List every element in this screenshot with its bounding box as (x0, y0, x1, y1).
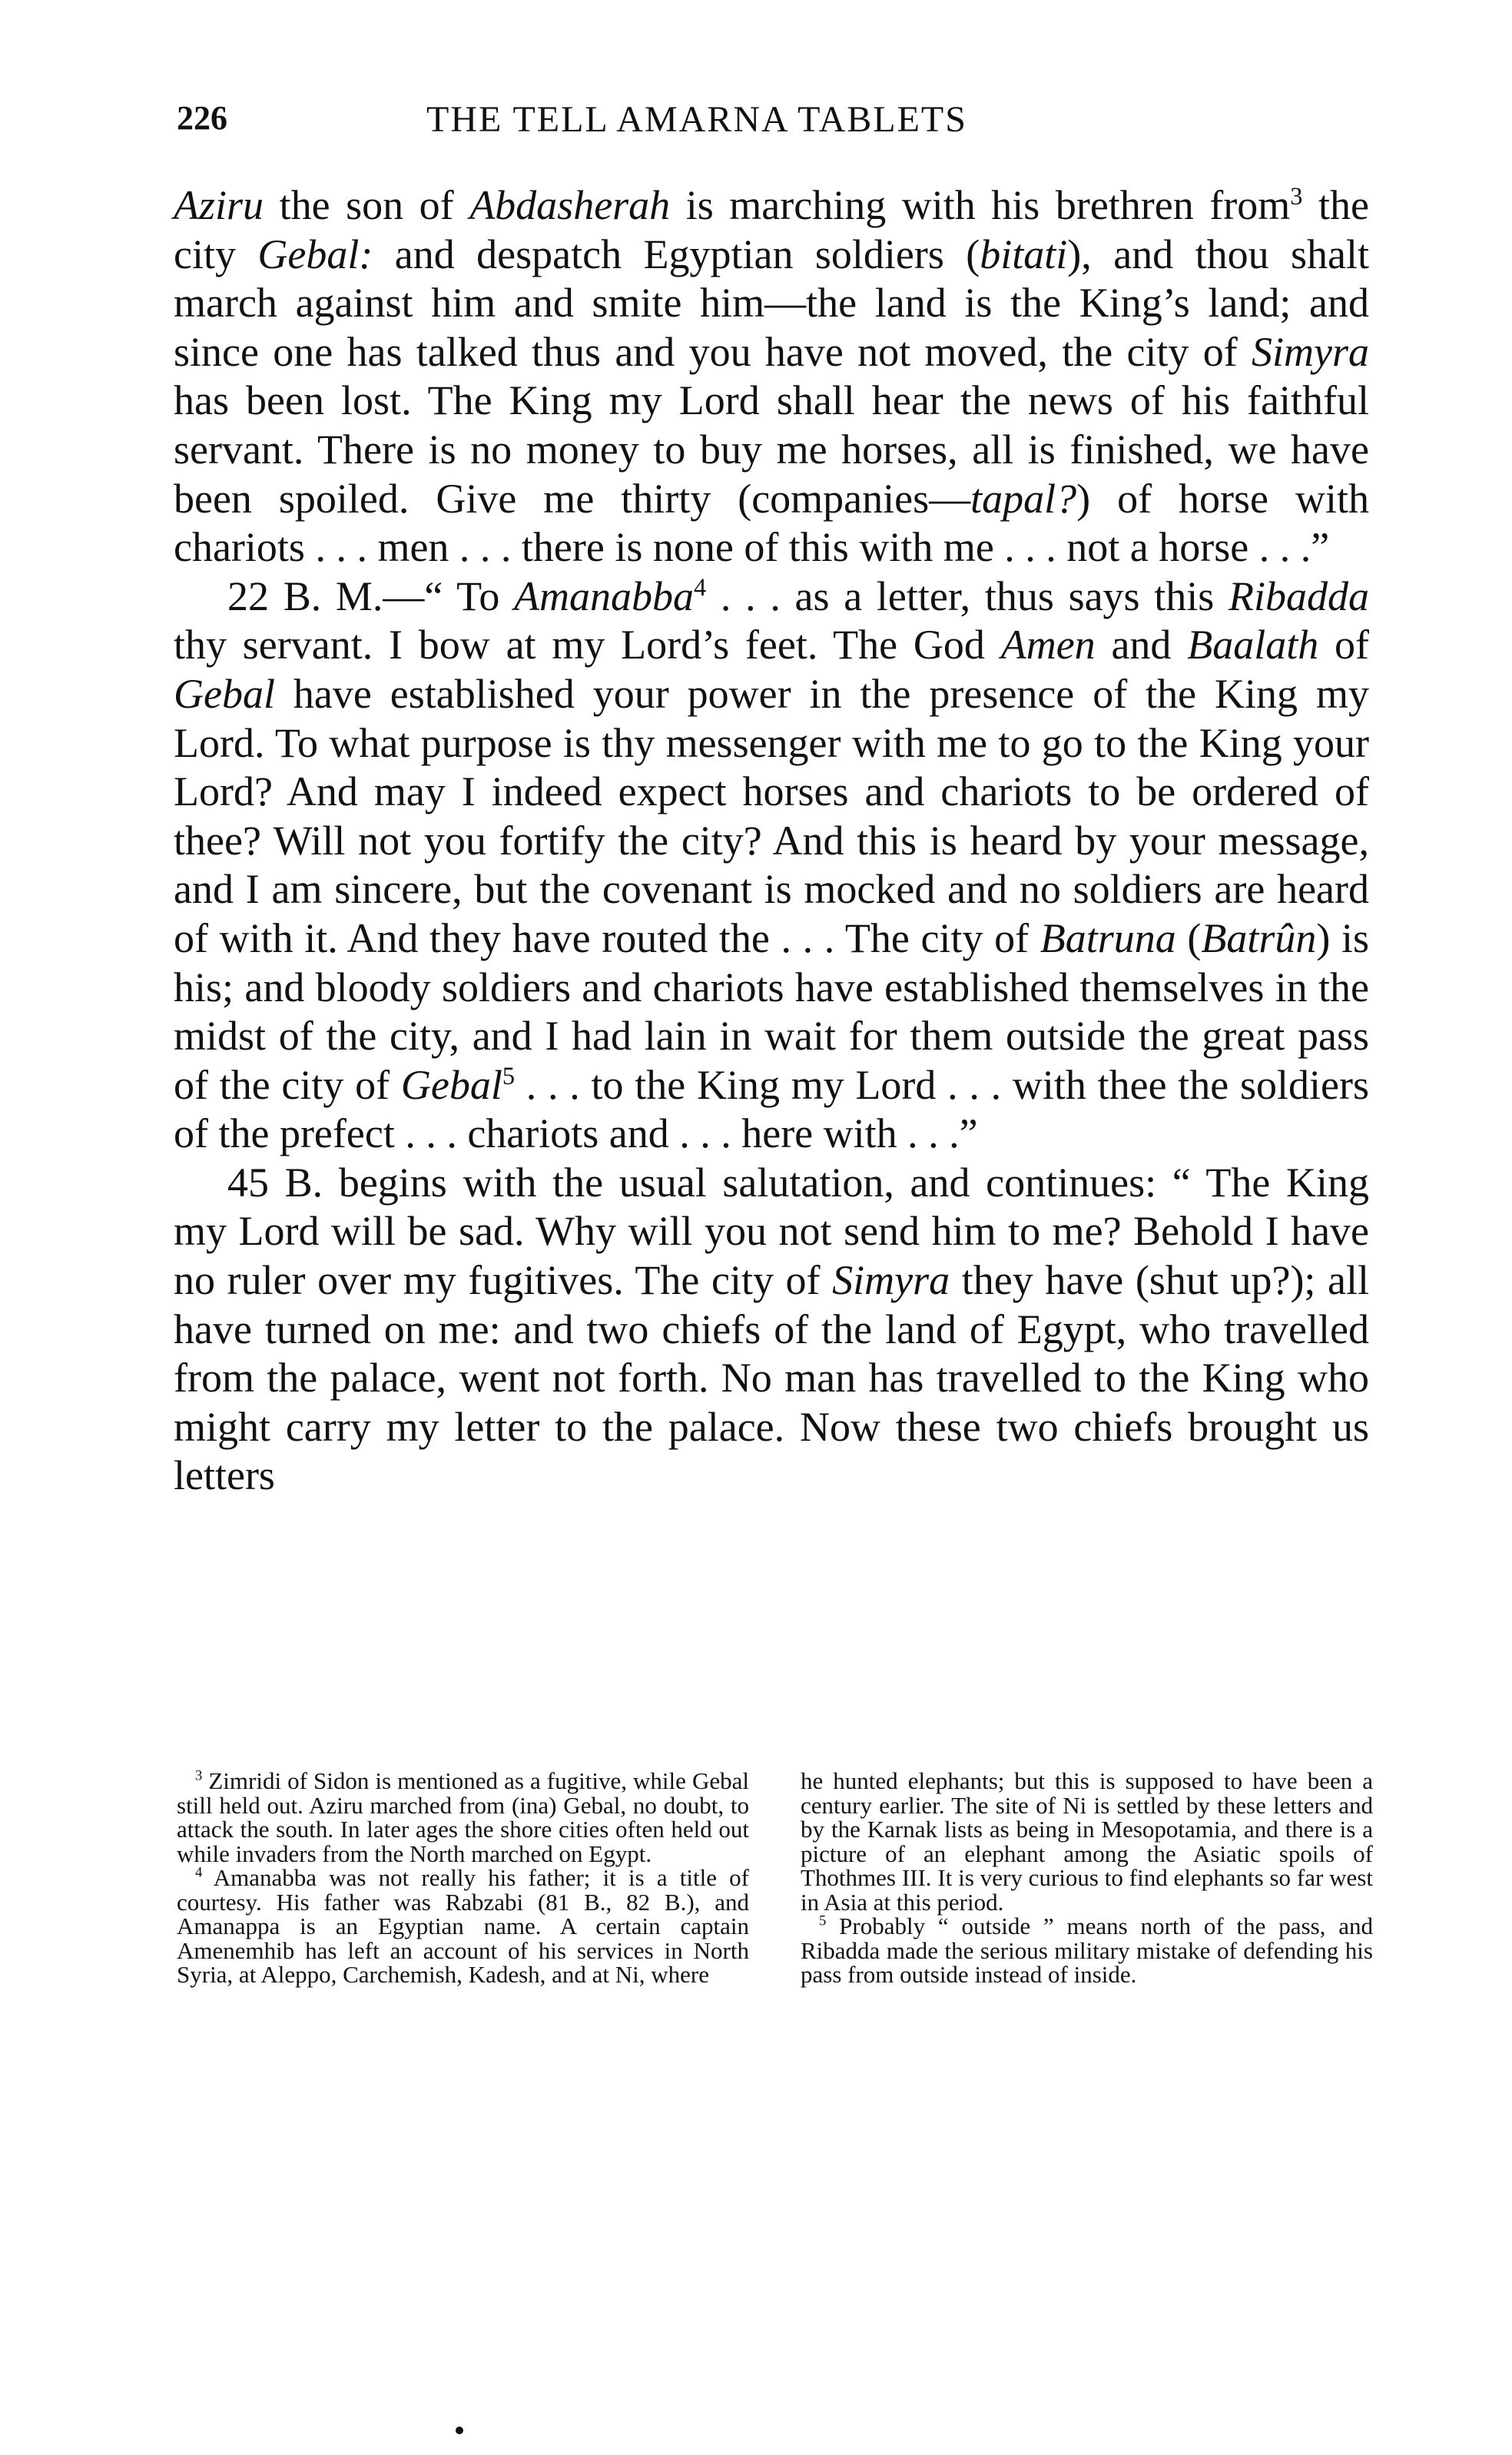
footnote-4-continued: he hunted elephants; but this is supposed to have been a century earlier. The site of Ni is settled by these letters and by the Karnak lists as being in Mesopotamia, and there is a picture of an elephant among the Asiatic spoils of Thothmes III. It is very curious to find elephants so far west in Asia at this period. (801, 1767, 1373, 1916)
running-title: THE TELL AMARNA TABLETS (426, 99, 967, 140)
footnote-5: $^5$ Probably “ outside ” means north of the pass, and Ribadda made the serious military mistake of defending his pass from outside instead of inside. (801, 1913, 1373, 1988)
main-text (174, 181, 1369, 1501)
paragraph-continuation: Aziru the son of Abdasherah is marching with his brethren from$^3$ the city Gebal: and despatch Egyptian soldiers (bitati), and thou shalt march against him and smite him—the land is the King’s land; and since one has talked thus and you have not moved, the city of Simyra has been lost. The King my Lord shall hear the news of his faithful servant. There is no money to buy me horses, all is finished, we have been spoiled. Give me thirty (companies—tapal?) of horse with chariots . . . men . . . there is none of this with me . . . not a horse . . .” (174, 182, 1369, 571)
footnote-4: $^4$ Amanabba was not really his father; it is a title of courtesy. His father was Rabzabi (81 B., 82 B.), and Amanappa is an Egyptian name. A certain captain Amenemhib has left an account of his services in North Syria, at Aleppo, Carchemish, Kadesh, and at Ni, where (177, 1864, 749, 1988)
paragraph-45-b: 45 B. begins with the usual salutation, and continues: “ The King my Lord will be sad. Why will you not send him to me? Behold I have no ruler over my fugitives. The city of Simyra they have (shut up?); all have turned on me: and two chiefs of the land of Egypt, who travelled from the palace, went not forth. No man has travelled to the King who might carry my letter to the palace. Now these two chiefs brought us letters (174, 1159, 1370, 1499)
footnotes-left-column (177, 1769, 749, 1987)
page-header (177, 98, 1368, 152)
footnotes-right-column (801, 1769, 1373, 1987)
paragraph-22-bm: 22 B. M.—“ To Amanabba$^4$ . . . as a letter, thus says this Ribadda thy servant. I bow at my Lord’s feet. The God Amen and Baalath of Gebal have established your power in the presence of the King my Lord. To what purpose is thy messenger with me to go to the King your Lord? And may I indeed expect horses and chariots to be ordered of thee? Will not you fortify the city? And this is heard by your message, and I am sincere, but the covenant is mocked and no soldiers are heard of with it. And they have routed the . . . The city of Batruna (Batrûn) is his; and bloody soldiers and chariots have established themselves in the midst of the city, and I had lain in wait for them outside the great pass of the city of Gebal$^5$ . . . to the King my Lord . . . with thee the soldiers of the prefect . . . chariots and . . . here with . . .” (174, 572, 1370, 1157)
page-number: 226 (177, 99, 227, 137)
printer-mark (456, 2427, 463, 2434)
footnote-3: $^3$ Zimridi of Sidon is mentioned as a fugitive, while Gebal still held out. Aziru marched from (ina) Gebal, no doubt, to attack the south. In later ages the shore cities often held out while invaders from the North marched on Egypt. (177, 1767, 749, 1867)
